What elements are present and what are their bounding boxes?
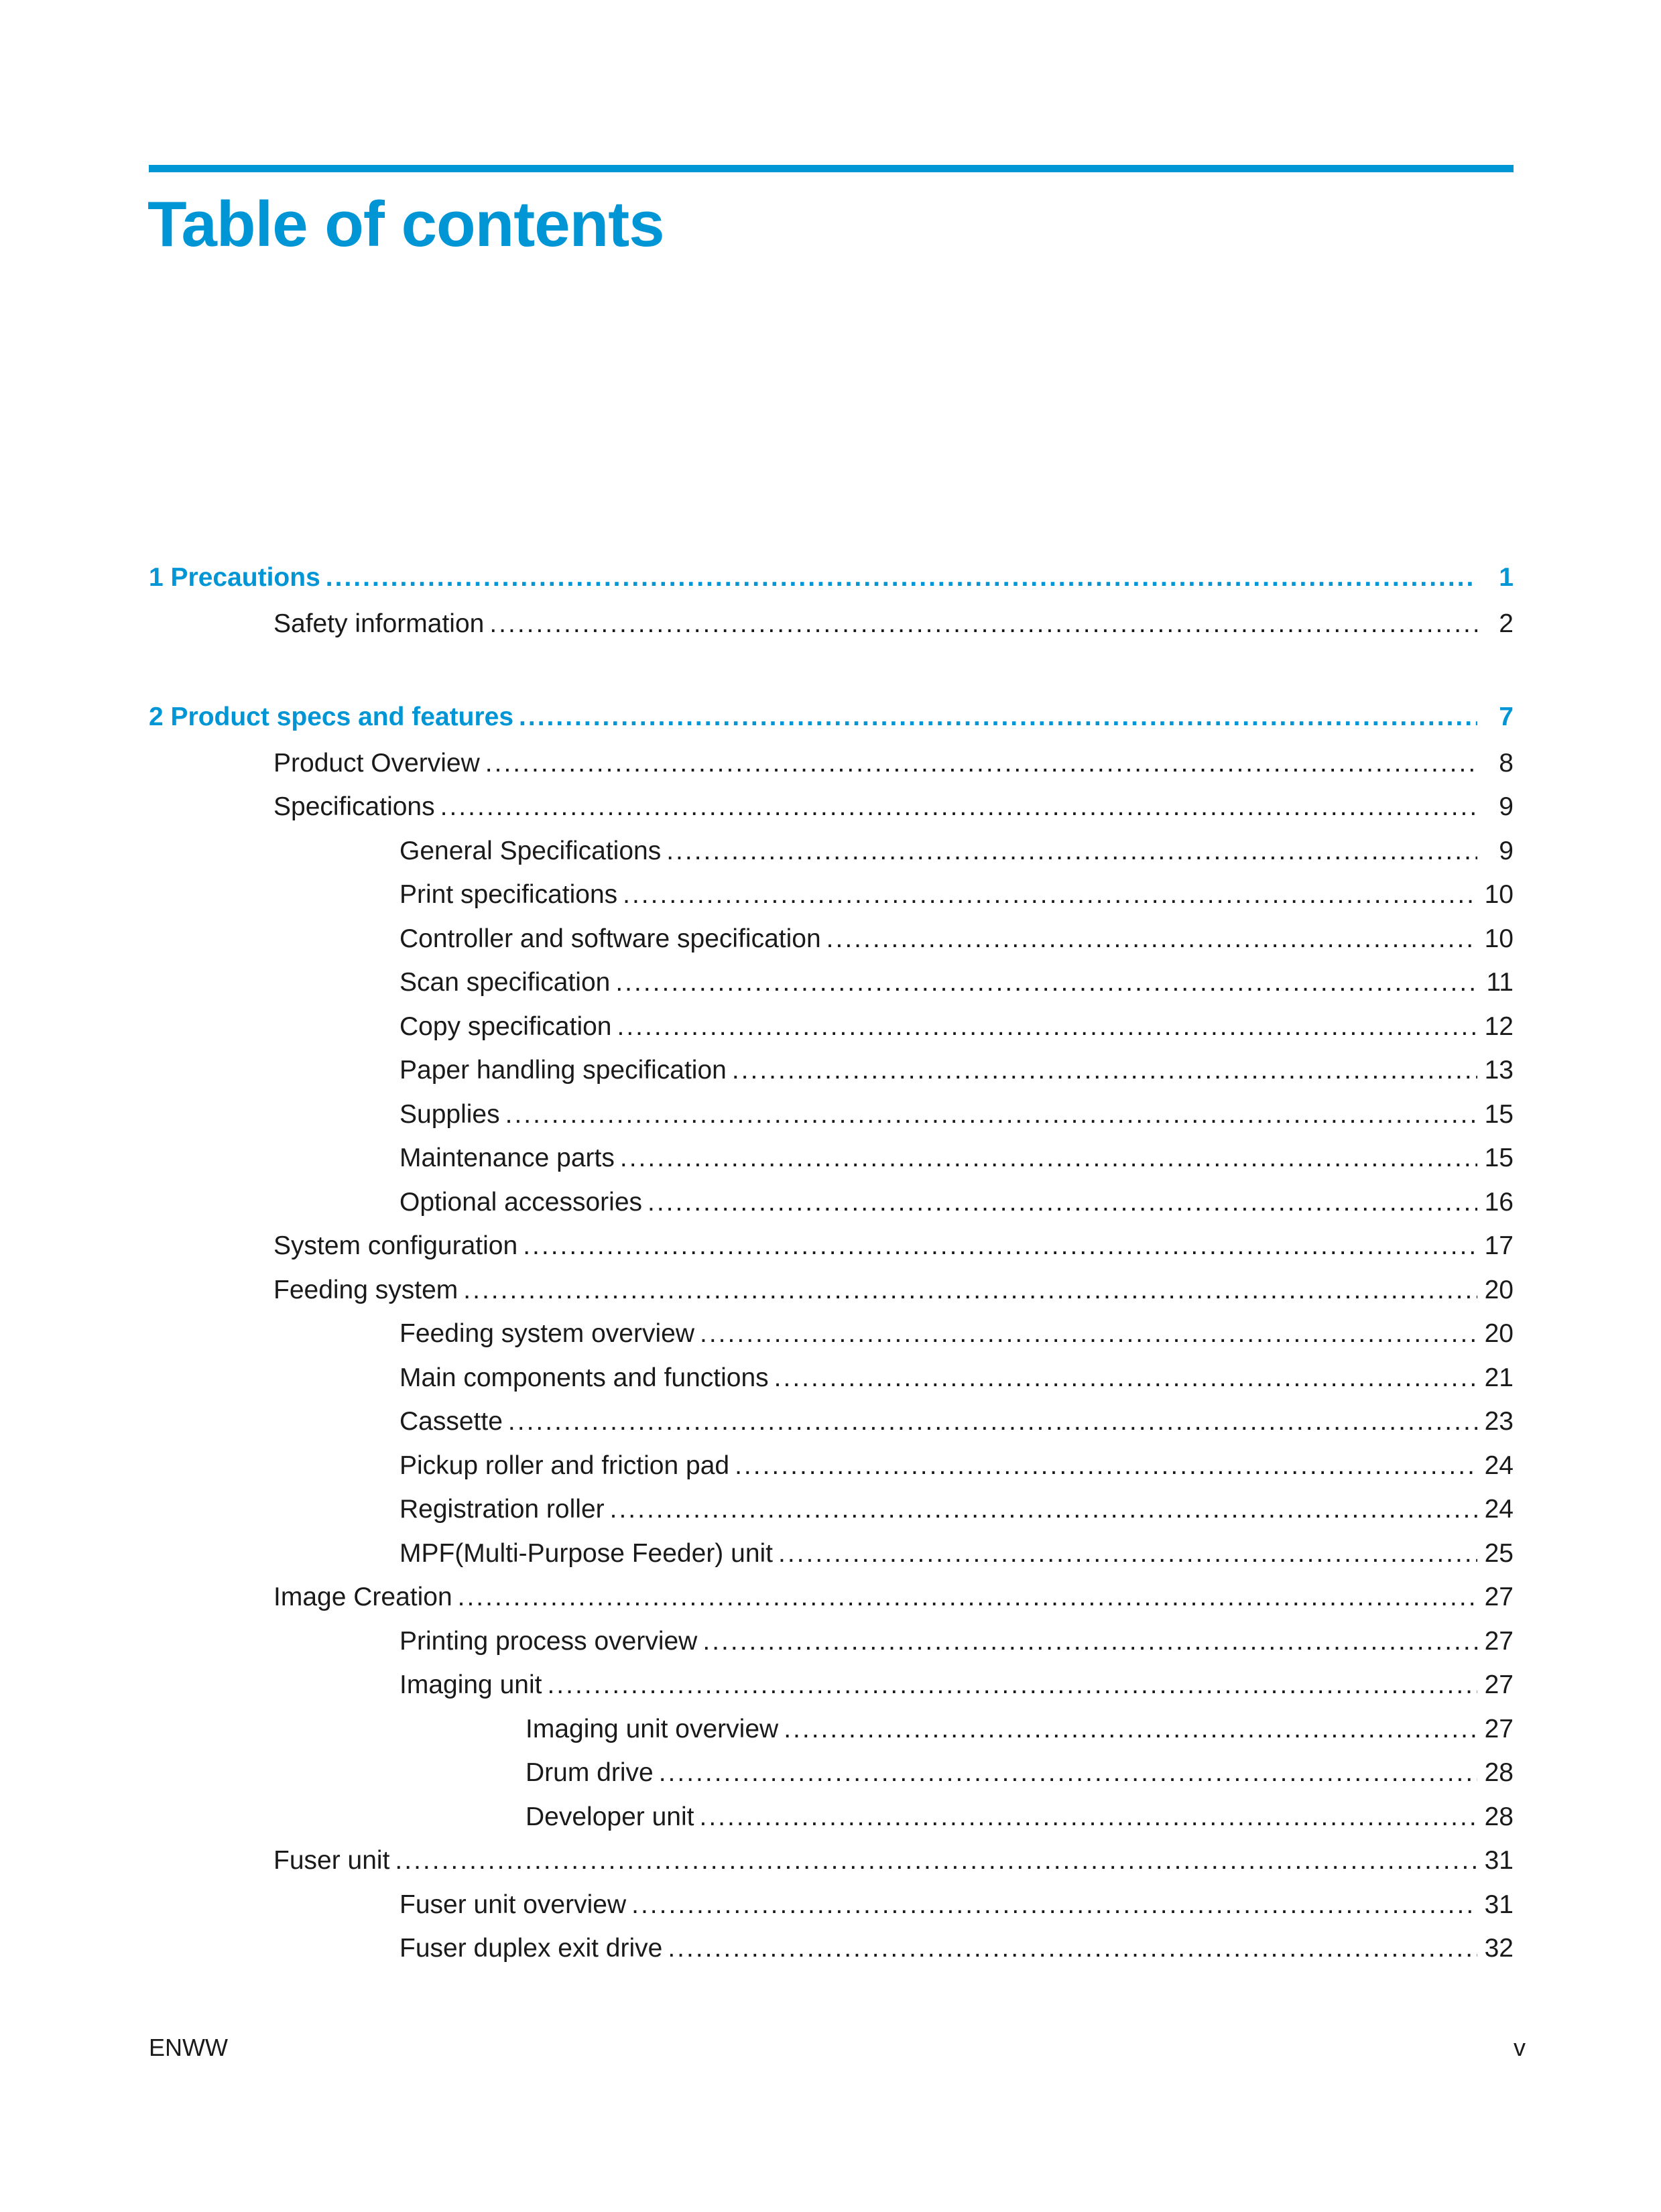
toc-page: 12	[1484, 1012, 1514, 1041]
toc-entry-fuser-unit-overview[interactable]	[399, 1886, 1514, 1924]
toc-label: Product Overview	[273, 749, 480, 778]
toc-label: Fuser unit overview	[399, 1890, 627, 1919]
toc-label: Scan specification	[399, 968, 611, 997]
toc-label: Developer unit	[526, 1802, 694, 1831]
toc-entry-product-overview[interactable]	[273, 745, 1514, 782]
toc-page: 2	[1499, 609, 1514, 638]
dot-leader	[826, 920, 1477, 958]
toc-entry-imaging-unit[interactable]	[399, 1666, 1514, 1704]
toc-label: Optional accessories	[399, 1188, 643, 1217]
dot-leader	[631, 1886, 1477, 1924]
toc-page: 10	[1484, 924, 1514, 953]
toc-label: Specifications	[273, 792, 435, 821]
toc-label: Safety information	[273, 609, 485, 638]
toc-label: Feeding system overview	[399, 1319, 695, 1348]
toc-page: 28	[1484, 1758, 1514, 1787]
toc-label: MPF(Multi-Purpose Feeder) unit	[399, 1539, 774, 1568]
dot-leader	[615, 964, 1477, 1001]
toc-label: Maintenance parts	[399, 1144, 615, 1172]
toc-page: 1	[1499, 563, 1514, 592]
toc-page: 27	[1484, 1583, 1514, 1611]
toc-label: Controller and software specification	[399, 924, 821, 953]
footer-locale: ENWW	[149, 2034, 228, 2061]
toc-label: Fuser duplex exit drive	[399, 1934, 663, 1963]
toc-entry-maintenance-parts[interactable]	[399, 1140, 1514, 1177]
toc-chapter-product-specs[interactable]	[149, 698, 1514, 736]
dot-leader	[699, 1798, 1477, 1836]
dot-leader	[732, 1052, 1477, 1089]
toc-page: 27	[1484, 1670, 1514, 1699]
dot-leader	[648, 1184, 1477, 1221]
dot-leader	[395, 1842, 1477, 1880]
toc-page: 23	[1484, 1407, 1514, 1436]
toc-page: 11	[1486, 968, 1514, 997]
dot-leader	[508, 1403, 1477, 1440]
toc-entry-feeding-system-overview[interactable]	[399, 1315, 1514, 1353]
footer-page-number: v	[1514, 2034, 1526, 2061]
toc-page: 15	[1484, 1144, 1514, 1172]
toc-entry-supplies[interactable]	[399, 1096, 1514, 1133]
toc-page: 27	[1484, 1627, 1514, 1656]
dot-leader	[463, 1272, 1477, 1309]
toc-label: Main components and functions	[399, 1363, 769, 1392]
dot-leader	[617, 1008, 1478, 1046]
dot-leader	[523, 1227, 1477, 1265]
toc-label: General Specifications	[399, 837, 662, 865]
toc-page: 25	[1484, 1539, 1514, 1568]
toc-entry-mpf-unit[interactable]	[399, 1535, 1514, 1573]
toc-entry-print-specifications[interactable]	[399, 876, 1514, 914]
toc-entry-specifications[interactable]	[273, 788, 1514, 826]
toc-label: 1 Precautions	[149, 563, 320, 592]
dot-leader	[700, 1315, 1477, 1353]
toc-page: 16	[1484, 1188, 1514, 1217]
toc-label: Supplies	[399, 1100, 500, 1129]
toc-page: 27	[1484, 1715, 1514, 1743]
toc-page: 20	[1484, 1276, 1514, 1304]
toc-page: 7	[1499, 702, 1514, 731]
dot-leader	[547, 1666, 1477, 1704]
dot-leader	[702, 1623, 1477, 1660]
toc-entry-controller-software[interactable]	[399, 920, 1514, 958]
toc-page: 15	[1484, 1100, 1514, 1129]
toc-entry-cassette[interactable]	[399, 1403, 1514, 1440]
toc-page: 24	[1484, 1495, 1514, 1524]
title-rule	[149, 165, 1514, 172]
toc-entry-fuser-duplex-exit[interactable]	[399, 1930, 1514, 1967]
toc-page: 9	[1499, 837, 1514, 865]
toc-entry-system-configuration[interactable]	[273, 1227, 1514, 1265]
toc-entry-feeding-system[interactable]	[273, 1272, 1514, 1309]
toc-entry-paper-handling[interactable]	[399, 1052, 1514, 1089]
toc-label: Drum drive	[526, 1758, 654, 1787]
toc-label: Pickup roller and friction pad	[399, 1451, 730, 1480]
dot-leader	[485, 745, 1477, 782]
dot-leader	[668, 1930, 1477, 1967]
toc-label: 2 Product specs and features	[149, 702, 514, 731]
dot-leader	[489, 605, 1477, 643]
dot-leader	[458, 1579, 1477, 1616]
toc-label: Image Creation	[273, 1583, 452, 1611]
toc-entry-safety-information[interactable]	[273, 605, 1514, 643]
page-title: Table of contents	[147, 188, 664, 260]
toc-label: Cassette	[399, 1407, 503, 1436]
toc-label: Printing process overview	[399, 1627, 698, 1656]
dot-leader	[610, 1491, 1477, 1528]
toc-entry-optional-accessories[interactable]	[399, 1184, 1514, 1221]
toc-label: Paper handling specification	[399, 1056, 727, 1085]
toc-page: 20	[1484, 1319, 1514, 1348]
dot-leader	[326, 559, 1477, 597]
toc-label: Print specifications	[399, 880, 618, 909]
toc-label: Registration roller	[399, 1495, 605, 1524]
toc-entry-general-specifications[interactable]	[399, 833, 1514, 870]
toc-label: System configuration	[273, 1231, 518, 1260]
toc-chapter-precautions[interactable]	[149, 559, 1514, 597]
toc-entry-registration-roller[interactable]	[399, 1491, 1514, 1528]
toc-page: 10	[1484, 880, 1514, 909]
dot-leader	[659, 1754, 1477, 1792]
toc-entry-pickup-roller[interactable]	[399, 1447, 1514, 1485]
toc-entry-image-creation[interactable]	[273, 1579, 1514, 1616]
toc-page: 17	[1484, 1231, 1514, 1260]
toc-page: 9	[1499, 792, 1514, 821]
toc-entry-copy-specification[interactable]	[399, 1008, 1514, 1046]
toc-entry-fuser-unit[interactable]	[273, 1842, 1514, 1880]
toc-page: 31	[1484, 1846, 1514, 1875]
dot-leader	[784, 1711, 1477, 1748]
toc-page: 28	[1484, 1802, 1514, 1831]
toc-label: Fuser unit	[273, 1846, 390, 1875]
toc-page: 32	[1484, 1934, 1514, 1963]
toc-label: Imaging unit	[399, 1670, 542, 1699]
toc-page: 24	[1484, 1451, 1514, 1480]
dot-leader	[440, 788, 1477, 826]
toc-page: 13	[1484, 1056, 1514, 1085]
toc-page: 21	[1484, 1363, 1514, 1392]
toc-label: Imaging unit overview	[526, 1715, 779, 1743]
dot-leader	[778, 1535, 1477, 1573]
toc-label: Copy specification	[399, 1012, 612, 1041]
toc-label: Feeding system	[273, 1276, 458, 1304]
toc-page: 8	[1499, 749, 1514, 778]
toc-entry-developer-unit[interactable]	[526, 1798, 1514, 1836]
dot-leader	[735, 1447, 1477, 1485]
toc-entry-drum-drive[interactable]	[526, 1754, 1514, 1792]
dot-leader	[505, 1096, 1477, 1133]
dot-leader	[519, 698, 1477, 736]
toc-entry-imaging-unit-overview[interactable]	[526, 1711, 1514, 1748]
toc-entry-printing-process[interactable]	[399, 1623, 1514, 1660]
toc-page: 31	[1484, 1890, 1514, 1919]
toc-entry-scan-specification[interactable]	[399, 964, 1514, 1001]
dot-leader	[774, 1359, 1477, 1397]
dot-leader	[666, 833, 1477, 870]
dot-leader	[620, 1140, 1477, 1177]
dot-leader	[623, 876, 1477, 914]
toc-entry-main-components[interactable]	[399, 1359, 1514, 1397]
